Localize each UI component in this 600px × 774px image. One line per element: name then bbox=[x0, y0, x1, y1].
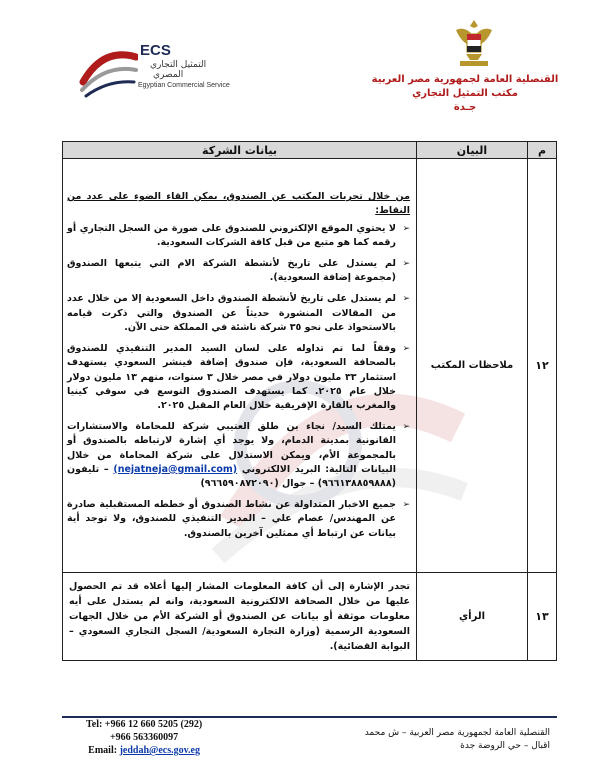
footer-mobile: +966 563360097 bbox=[109, 732, 179, 743]
footer-email-line bbox=[86, 744, 202, 757]
row-label: ملاحظات المكتب bbox=[417, 159, 528, 573]
list-item-contact bbox=[67, 420, 396, 491]
header-label: البيان bbox=[417, 142, 528, 159]
row-label: الرأي bbox=[417, 573, 528, 661]
list-item: ➢ لم يستدل على تاريخ لأنشطة الصندوق داخل السعودية إلا من خلال عدد من المقالات المنشورة حديثاً عن الصندوق والتي ذكرت قيامه بالاستحواذ على نحو ٣٥ شركة ناشئة في المملكة حتى الآن. bbox=[67, 292, 396, 335]
footer-email-link[interactable]: jeddah@ecs.gov.eg bbox=[119, 745, 200, 756]
ecs-swoosh-icon bbox=[78, 42, 138, 102]
office-notes-content bbox=[63, 159, 417, 573]
footer-address-line2: اقبال – حي الروضة جدة bbox=[460, 741, 550, 751]
footer-email-label: Email: bbox=[88, 745, 120, 756]
contact-text-pre: يمتلك السيد/ نجاء بن طلق العتيبي شركة للمحاماة والاستشارات القانونية بمدينة الدمام، ولا يوجد أي إشارة لارتباطه بالصندوق أو بالمجموعة الأم، ويمكن الاستدلال على شركة المحاماة من خلال البيانات التالية: البريد الالكتروني bbox=[67, 421, 396, 475]
header-num: م bbox=[528, 142, 557, 159]
footer-contact bbox=[86, 718, 202, 757]
table-row bbox=[63, 159, 557, 573]
contact-email-link[interactable]: (nejatneja@gmail.com) bbox=[113, 463, 238, 475]
footer-tel: Tel: +966 12 660 5205 (292) bbox=[86, 719, 203, 730]
ecs-title: ECS bbox=[140, 42, 171, 59]
office-name: مكتب التمثيل التجاري bbox=[412, 88, 518, 99]
footer-address-line1: القنصلية العامة لجمهورية مصر العربية – ش محمد bbox=[364, 728, 550, 738]
list-item: ➢ وفقاً لما تم تداوله على لسان السيد المدير التنفيذي للصندوق بالصحافة السعودية، فإن صندوق إضافة فينشر السعودي يستهدف استثمار ٣٣ مليون دولار في مصر خلال ٣ سنوات، منهم ١٣ مليون دولار خلال عام ٢٠٢٥. كما يستهدف الصندوق التوسع في سوقي كينيا والمغرب بالقارة الإفريقية خلال العام المقبل ٢٠٢٥. bbox=[67, 342, 396, 413]
contact-text-post: – تليفون (٩٦٦١٣٨٨٥٩٨٨٨) – جوال (٩٦٦٥٩٠٨٧٢٠٩٠) bbox=[67, 463, 396, 489]
list-item: ➢ لا يحتوي الموقع الإلكتروني للصندوق على صورة من السجل التجاري أو رقمه كما هو متبع من قبل كافة الشركات السعودية. bbox=[67, 222, 396, 250]
footer-address bbox=[365, 727, 550, 753]
table-row bbox=[63, 573, 557, 661]
company-data-table bbox=[62, 141, 557, 661]
city-name: جـدة bbox=[453, 102, 477, 113]
ecs-logo bbox=[78, 42, 234, 104]
notes-list bbox=[67, 222, 410, 541]
table-header-row bbox=[63, 142, 557, 159]
ecs-english-name: Egyptian Commercial Service bbox=[138, 82, 230, 89]
row-number: ١٣ bbox=[528, 573, 557, 661]
consulate-header bbox=[370, 73, 560, 115]
notes-intro: من خلال تحريات المكتب عن الصندوق، يمكن القاء الضوء على عدد من النقاط: bbox=[67, 191, 410, 217]
header-content: بيانات الشركة bbox=[63, 142, 417, 159]
list-item: ➢ لم يستدل على تاريخ لأنشطة الشركة الام التي يتبعها الصندوق (مجموعة إضافة السعودية). bbox=[67, 257, 396, 285]
egypt-eagle-emblem-icon bbox=[452, 16, 496, 68]
list-item: ➢ جميع الاخبار المتداولة عن نشاط الصندوق أو خططه المستقبلية صادرة عن المهندس/ عصام علي – المدير التنفيذي للصندوق، ولا توجد أية بيانات عن ارتباط أي ممثلين آخرين بالصندوق. bbox=[67, 498, 396, 541]
ecs-arabic-name-2: المصري bbox=[153, 70, 184, 80]
row-number: ١٢ bbox=[528, 159, 557, 573]
consulate-name: القنصلية العامة لجمهورية مصر العربية bbox=[371, 74, 559, 85]
ecs-arabic-name: التمثيل التجاري bbox=[150, 60, 207, 70]
opinion-content: تجدر الإشارة إلى أن كافة المعلومات المشار إليها أعلاه قد تم الحصول عليها من خلال الصحافة الالكترونية السعودية، وانه لم يستدل على أيه معلومات موثقة أو بيانات عن الصندوق أو الشركة الأم من خلال الجهات السعودية الرسمية (وزارة التجارة السعودية/ السجل التجاري السعودي – البوابة القضائية). bbox=[63, 573, 417, 661]
